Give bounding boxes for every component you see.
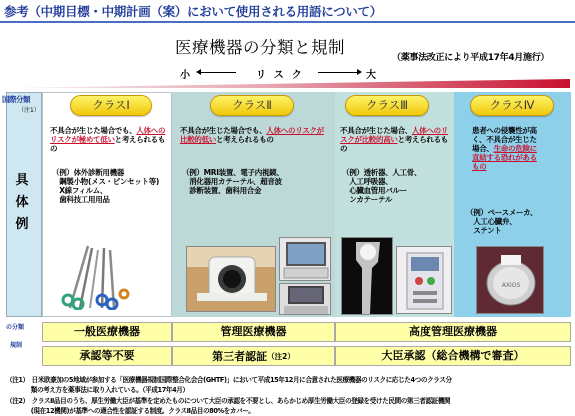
- class-1-desc-highlight: 人体へのリスクが極めて低い: [50, 126, 166, 144]
- artificial-bone-xray-image: [341, 237, 393, 315]
- class-3-description: [340, 126, 452, 153]
- sidebar-tag: 国際分類: [2, 95, 30, 104]
- ultrasound-device-image: [279, 283, 331, 315]
- sidebar-label: 具体例: [15, 173, 29, 232]
- class-2-desc-highlight: 人体へのリスクが比較的低い: [180, 126, 324, 144]
- class-1-desc-pre: 不具合が生じた場合でも、: [50, 126, 137, 135]
- controlled-device-box: 管理医療機器: [172, 322, 335, 342]
- class-2-example: （例）MRI装置、電子内視鏡、 消化器用カテーテル、超音波 診断装置、歯科用合金: [182, 168, 284, 195]
- class-2-pill: クラスⅡ: [210, 95, 294, 116]
- svg-text:AXIOS: AXIOS: [501, 282, 521, 289]
- class-1-desc-post: と考えられるもの: [50, 135, 166, 153]
- third-party-cert-note: （注2）: [267, 351, 295, 361]
- risk-scale: [180, 66, 400, 80]
- surgical-instruments-image: [58, 238, 132, 310]
- class-4-desc-pre: 患者への侵襲性が高く、不具合が生じた場合、: [472, 126, 537, 153]
- third-party-cert-label: 第三者認証: [212, 350, 268, 363]
- sidebar-note: （注1）: [18, 107, 40, 114]
- regulation-label-1: の分類: [6, 324, 25, 331]
- general-device-box: 一般医療機器: [42, 322, 172, 342]
- class-1-example: （例）体外診断用機器 鋼製小物(メス・ピンセット等) X線フィルム、 歯科技工用用品: [52, 168, 160, 204]
- risk-low-label: 小: [180, 70, 190, 81]
- footnote-2: （注2） クラスⅡ品目のうち、厚生労働大臣が基準を定めたものについて大臣の承認を不要とし、あらかじめ厚生労働大臣の登録を受けた民間の第三者認証機関: [6, 397, 451, 405]
- class-3-example: （例）透析器、人工骨、 人工呼吸器、 心臓血管用バルー ンカテーテル: [342, 168, 422, 204]
- pacemaker-image: [476, 246, 544, 314]
- footnote-2-cont: (現在12機関)が基準への適合性を認証する制度。クラスⅡ品目の80%をカバー。: [6, 407, 255, 415]
- risk-arrow-right-icon: [318, 72, 358, 73]
- class-4-pill: クラスⅣ: [470, 95, 554, 116]
- class-2-desc-post: と考えられるもの: [216, 135, 274, 144]
- revision-note: （薬事法改正により平成17年4月施行）: [392, 53, 550, 63]
- minister-approval-box: 大臣承認（総合機構で審査）: [335, 346, 571, 366]
- class-3-desc-pre: 不具合が生じた場合、: [340, 126, 412, 135]
- page-header-title: 参考（中期目標・中期計画（案）において使用される用語について）: [4, 4, 382, 19]
- mri-device-image: [186, 246, 276, 312]
- footnote-1-cont: 類の考え方を薬事法に取り入れている。（平成17年4月）: [6, 386, 189, 394]
- class-2-description: [180, 126, 330, 144]
- header-divider: [0, 21, 575, 23]
- class-2-desc-pre: 不具合が生じた場合でも、: [180, 126, 267, 135]
- endoscope-device-image: [279, 237, 331, 281]
- class-1-pill: クラスⅠ: [70, 95, 152, 116]
- risk-high-label: 大: [366, 70, 376, 81]
- class-3-desc-highlight: 人体へのリスクが比較的高い: [340, 126, 448, 144]
- main-title: 医療機器の分類と規制: [175, 38, 345, 57]
- class-1-description: [50, 126, 170, 153]
- regulation-label-2: 規制: [10, 342, 23, 349]
- risk-arrow-left-icon: [200, 72, 236, 73]
- highly-controlled-device-box: 高度管理医療機器: [335, 322, 571, 342]
- no-approval-box: 承認等不要: [42, 346, 172, 366]
- class-4-desc-highlight: 生命の危険に直結する恐れがあるもの: [472, 144, 537, 171]
- risk-label: リスク: [256, 70, 310, 81]
- class-3-desc-post: と考えられるもの: [340, 135, 449, 153]
- class-3-pill: クラスⅢ: [345, 95, 429, 116]
- footnote-1: （注1） 日米欧豪加の5地域が参加する「医療機器規制国際整合化会合(GHTF)」において平成15年12月に合意された医療機器のリスクに応じた4つのクラス分: [6, 376, 452, 384]
- dialysis-machine-image: [396, 246, 452, 314]
- class-4-example: （例）ペースメーカ、 人工心臓弁、 ステント: [466, 208, 538, 235]
- third-party-cert-box: [172, 346, 335, 366]
- class-4-description: [472, 126, 538, 171]
